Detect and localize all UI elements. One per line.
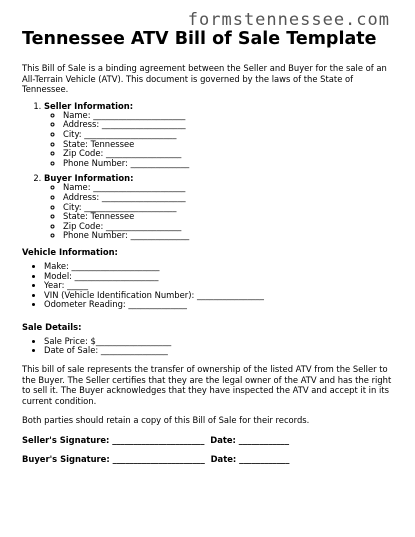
buyer-section <box>44 173 392 241</box>
seller-signature-line: Seller's Signature: ______________________ Date: ____________ <box>22 435 290 446</box>
ownership-statement: This bill of sale represents the transfer of ownership of the listed ATV from the Seller to the Buyer. The Seller certifies that they are the legal owner of the ATV and has the right to sell it. The Buyer acknowledges that they have inspected the ATV and accept it in its current condition. <box>22 364 392 406</box>
sale-date-field: • Date of Sale: ________________ <box>44 346 392 356</box>
party-list <box>22 101 392 241</box>
intro-paragraph: This Bill of Sale is a binding agreement between the Seller and Buyer for the sale of an All-Terrain Vehicle (ATV). This document is governed by the laws of the State of Tennessee. <box>22 63 387 95</box>
seller-heading: Seller Information: <box>44 100 134 111</box>
seller-phone-field: ◦ Phone Number: ______________ <box>63 159 392 169</box>
vehicle-model-field: • Model: ____________________ <box>44 272 392 282</box>
retain-copy-note: Both parties should retain a copy of this Bill of Sale for their records. <box>22 415 310 426</box>
vehicle-make-field: • Make: _____________________ <box>44 262 392 272</box>
buyer-city-field: ◦ City: ______________________ <box>63 203 392 213</box>
seller-fields <box>44 111 392 169</box>
vehicle-fields <box>22 262 392 310</box>
buyer-state-field: ◦ State: Tennessee <box>63 212 392 222</box>
buyer-signature-line: Buyer's Signature: ______________________ Date: ____________ <box>22 454 290 465</box>
seller-zip-field: ◦ Zip Code: __________________ <box>63 149 392 159</box>
buyer-address-field: ◦ Address: ____________________ <box>63 193 392 203</box>
buyer-fields <box>44 183 392 241</box>
sale-heading: Sale Details: <box>22 321 82 332</box>
seller-state-field: ◦ State: Tennessee <box>63 140 392 150</box>
seller-name-field: ◦ Name: ______________________ <box>63 111 392 121</box>
seller-section <box>44 101 392 169</box>
seller-address-field: ◦ Address: ____________________ <box>63 120 392 130</box>
document-body <box>22 28 392 473</box>
sale-price-field: • Sale Price: $__________________ <box>44 337 392 347</box>
buyer-heading: Buyer Information: <box>44 173 134 184</box>
seller-city-field: ◦ City: ______________________ <box>63 130 392 140</box>
sale-fields <box>22 337 392 356</box>
vehicle-heading: Vehicle Information: <box>22 246 118 257</box>
vehicle-vin-field: • VIN (Vehicle Identification Number): ________________ <box>44 291 392 301</box>
buyer-phone-field: ◦ Phone Number: ______________ <box>63 231 392 241</box>
vehicle-year-field: • Year: _____ <box>44 281 392 291</box>
vehicle-odometer-field: • Odometer Reading: ______________ <box>44 300 392 310</box>
document-title: Tennessee ATV Bill of Sale Template <box>22 29 377 49</box>
buyer-zip-field: ◦ Zip Code: __________________ <box>63 222 392 232</box>
site-watermark: formstennessee.com <box>187 10 390 30</box>
buyer-name-field: ◦ Name: ______________________ <box>63 183 392 193</box>
